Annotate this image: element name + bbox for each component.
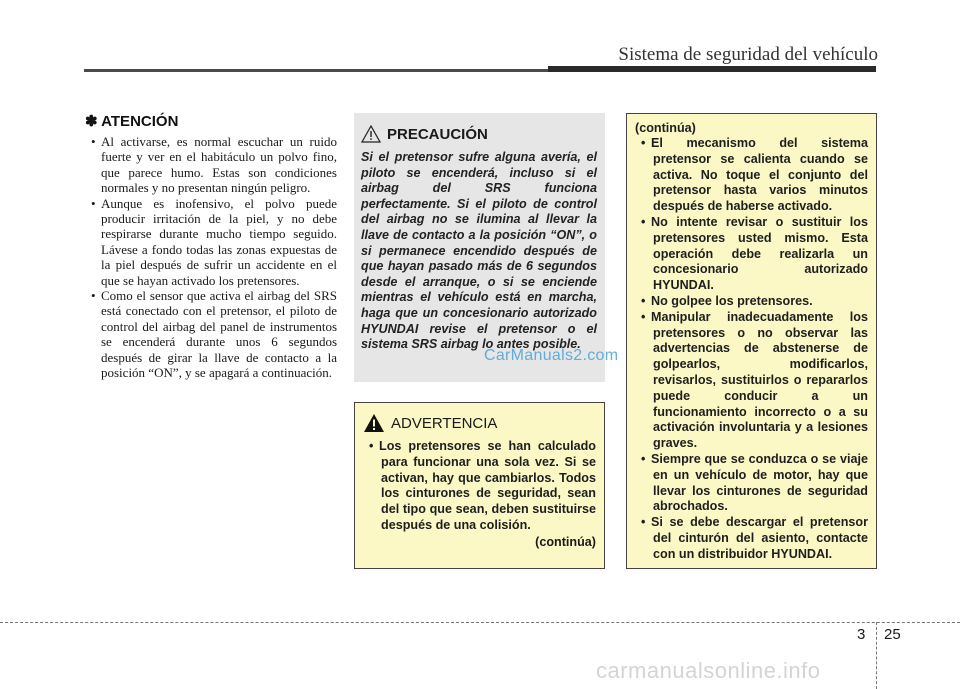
- precaution-text: Si el pretensor sufre alguna avería, el piloto se encenderá, incluso si el airbag del SRS funciona perfectamente. Si el piloto de control del airbag no se ilumina al llevar la llave de contacto a la posición “ON”, o si permanece encendido después de que hayan pasado más de 6 segundos desde el arranque, o si se enciende mientras el vehículo está en marcha, haga que un concesionario autorizado HYUNDAI revise el pretensor o el sistema SRS airbag lo antes posible.: [361, 150, 597, 352]
- continued-label: (continúa): [635, 121, 696, 135]
- list-item: • No intente revisar o sustituir los pretensores usted mismo. Esta operación debe realizarla un concesionario autorizado HYUNDAI.: [641, 214, 868, 293]
- list-item: • El mecanismo del sistema pretensor se calienta cuando se activa. No toque el conjunto del pretensor hasta varios minutos después de haberse activado.: [641, 136, 868, 214]
- list-item: • Los pretensores se han calculado para funcionar una sola vez. Si se activan, hay que cambiarlos. Todos los cinturones de seguridad, sean del tipo que sean, deben sustituirse después de una colisión.: [369, 439, 596, 532]
- page-number: 25: [884, 626, 901, 643]
- attention-list: [85, 134, 337, 381]
- warning-list: [363, 439, 596, 534]
- caution-triangle-icon: [361, 125, 381, 143]
- list-item: • Al activarse, es normal escuchar un ruido fuerte y ver en el habitáculo un polvo fino, que parece humo. Estas son condiciones normales y no presentan ningún peligro.: [91, 134, 337, 196]
- warning-triangle-icon: [363, 413, 385, 433]
- footer-divider: [876, 622, 877, 689]
- list-item: • Manipular inadecuadamente los pretensores o no observar las advertencias de abstenerse de golpearlos, modificarlos, revisarlos, sustituirlos o repararlos puede conducir a un funcionamiento incorrecto o a su activación involuntaria y a lesiones graves.: [641, 309, 868, 451]
- attention-section: [85, 112, 337, 381]
- watermark-carmanuals2: CarManuals2.com: [484, 347, 619, 364]
- warning-box: [354, 402, 605, 569]
- chapter-number: 3: [857, 626, 866, 643]
- precaution-header: [361, 125, 597, 143]
- warning-title: ADVERTENCIA: [391, 414, 498, 432]
- warning-continued-box: [626, 113, 877, 569]
- watermark-carmanualsonline: carmanualsonline.info: [596, 658, 821, 683]
- precaution-title: PRECAUCIÓN: [387, 126, 488, 143]
- precaution-box: [354, 113, 605, 382]
- list-item: • Si se debe descargar el pretensor del cinturón del asiento, contacte con un distribuidor HYUNDAI.: [641, 515, 868, 561]
- footer-rule: [0, 622, 960, 623]
- warning-header: [363, 413, 596, 433]
- list-item: • Aunque es inofensivo, el polvo puede producir irritación de la piel, y no debe respirarse durante mucho tiempo seguido. Lávese a fondo todas las zonas expuestas de la piel después de sufrir un accidente en el que se hayan activado los pretensores.: [91, 195, 337, 288]
- attention-title: ✽ ATENCIÓN: [85, 113, 179, 130]
- list-item: • No golpee los pretensores.: [641, 293, 813, 308]
- list-item: • Siempre que se conduzca o se viaje en un vehículo de motor, hay que llevar los cinturones de seguridad abrochados.: [641, 451, 868, 514]
- warning-continued-list: [635, 136, 868, 563]
- continued-label: (continúa): [535, 534, 596, 549]
- header-rule-accent: [548, 66, 876, 72]
- list-item: • Como el sensor que activa el airbag del SRS está conectado con el pretensor, el piloto de control del airbag del panel de instrumentos se encenderá durante unos 6 segundos después de girar la llave de contacto a la posición “ON”, y se apagará a continuación.: [91, 288, 337, 381]
- section-title: Sistema de seguridad del vehículo: [618, 44, 878, 65]
